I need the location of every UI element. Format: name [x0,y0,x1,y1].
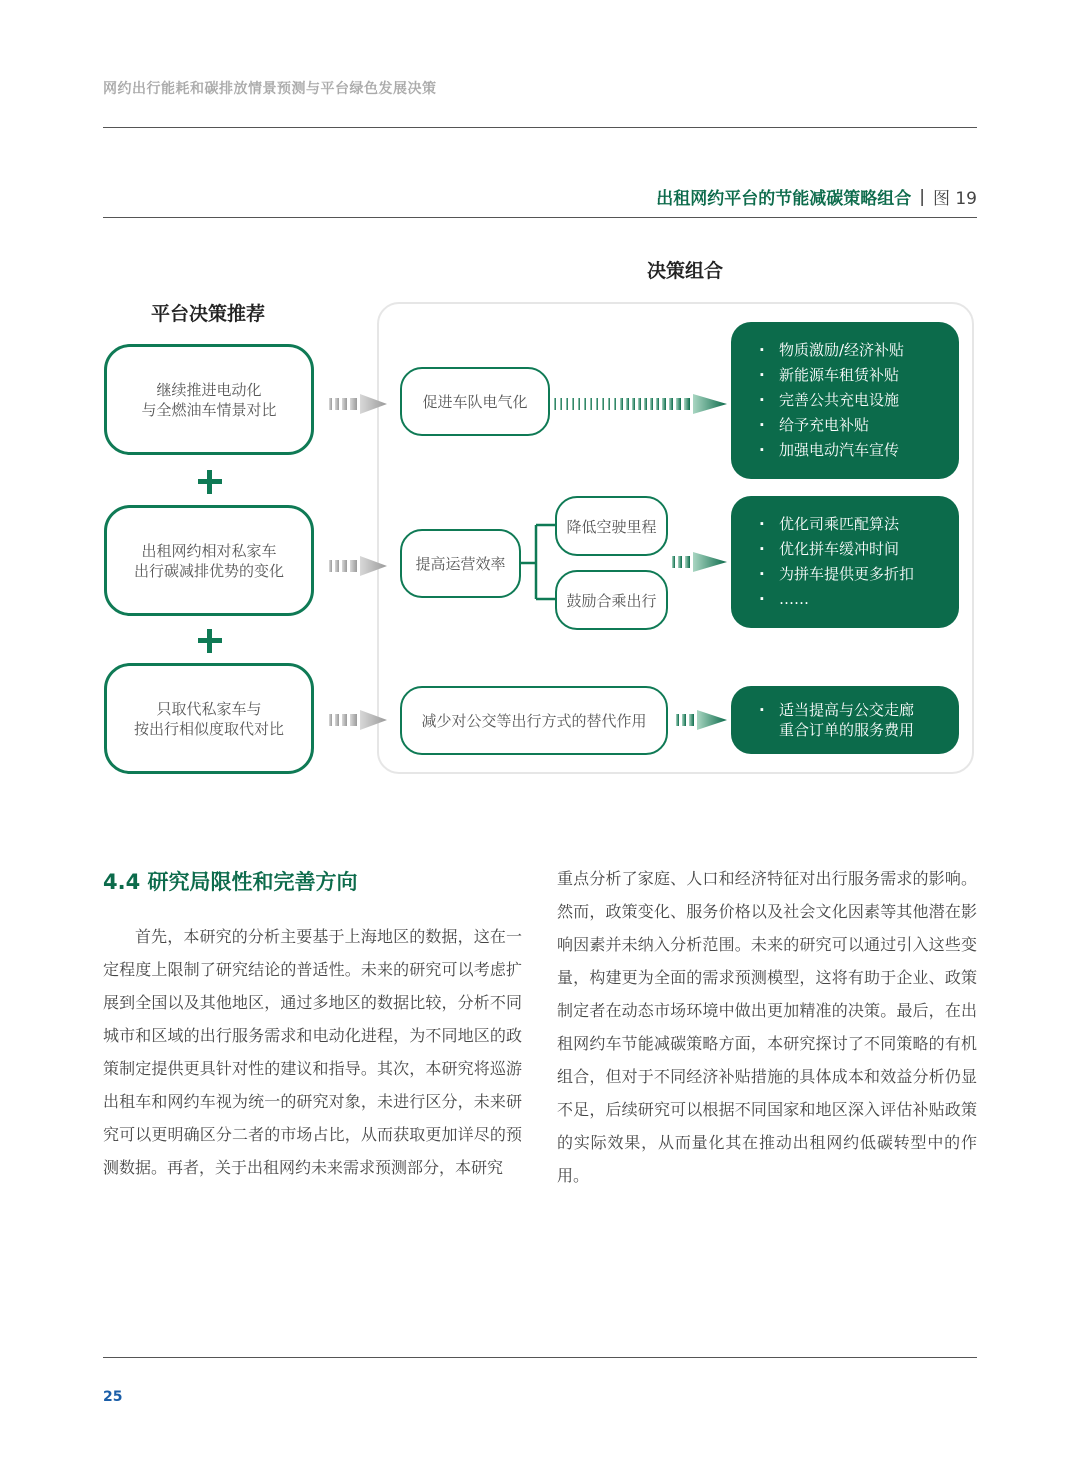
body-text-left: 首先，本研究的分析主要基于上海地区的数据，这在一定程度上限制了研究结论的普适性。未来的研究可以考虑扩展到全国以及其他地区，通过多地区的数据比较，分析不同城市和区域的出行服务需求和电动化进程，为不同地区的政策制定提供更具针对性的建议和指导。其次，本研究将巡游出租车和网约车视为统一的研究对象，未进行区分，未来研究可以更明确区分二者的市场占比，从而获取更加详尽的预测数据。再者，关于出租网约未来需求预测部分，本研究 [103,927,522,1177]
arrow-icon [672,552,727,572]
arrow-icon [329,710,387,730]
mid-box-reduce-empty: 降低空驶里程 [555,496,668,556]
measure-item: · 给予充电补贴 [759,413,959,438]
measure-item: · 物质激励/经济补贴 [759,338,959,363]
measures-box-electrification [731,322,959,479]
measure-item: · …… [759,587,959,612]
arrow-icon [329,394,387,414]
body-text-right: 重点分析了家庭、人口和经济特征对出行服务需求的影响。然而，政策变化、服务价格以及社会文化因素等其他潜在影响因素并未纳入分析范围。未来的研究可以通过引入这些变量，构建更为全面的需求预测模型，这将有助于企业、政策制定者在动态市场环境中做出更加精准的决策。最后，在出租网约车节能减碳策略方面，本研究探讨了不同策略的有机组合，但对于不同经济补贴措施的具体成本和效益分析仍显不足，后续研究可以根据不同国家和地区深入评估补贴政策的实际效果，从而量化其在推动出租网约低碳转型中的作用。 [557,869,977,1185]
measure-item: · 优化司乘匹配算法 [759,512,959,537]
running-header: 网约出行能耗和碳排放情景预测与平台绿色发展决策 [103,81,437,97]
mid-box-transit-substitution: 减少对公交等出行方式的替代作用 [400,686,668,755]
figure-title: 出租网约平台的节能减碳策略组合 [656,189,912,209]
branch-connector [521,525,557,599]
measure-item: · 完善公共充电设施 [759,388,959,413]
figure-separator: | [919,186,925,207]
arrow-icon [554,394,727,414]
left-heading: 平台决策推荐 [151,303,266,325]
mid-box-efficiency: 提高运营效率 [400,529,521,598]
figure-number: 图 19 [932,189,977,209]
left-box-advantage: 出租网约相对私家车 出行碳减排优势的变化 [104,505,314,616]
right-heading: 决策组合 [647,260,724,282]
measure-item: · 适当提高与公交走廊 重合订单的服务费用 [759,700,959,740]
measures-box-efficiency [731,496,959,628]
footer-rule [103,1357,977,1358]
measure-item: · 为拼车提供更多折扣 [759,562,959,587]
section-title: 4.4 研究局限性和完善方向 [103,870,358,894]
left-box-electrification: 继续推进电动化 与全燃油车情景对比 [104,344,314,455]
measure-item: · 新能源车租赁补贴 [759,363,959,388]
mid-box-electrify-fleet: 促进车队电气化 [400,367,550,436]
page-number: 25 [103,1389,123,1405]
left-box-replacement: 只取代私家车与 按出行相似度取代对比 [104,663,314,774]
mid-box-carpool: 鼓励合乘出行 [555,570,668,630]
arrow-icon [676,710,727,730]
measure-item: · 加强电动汽车宣传 [759,438,959,463]
measure-item: · 优化拼车缓冲时间 [759,537,959,562]
measures-box-transit [731,686,959,754]
arrow-icon [329,556,387,576]
